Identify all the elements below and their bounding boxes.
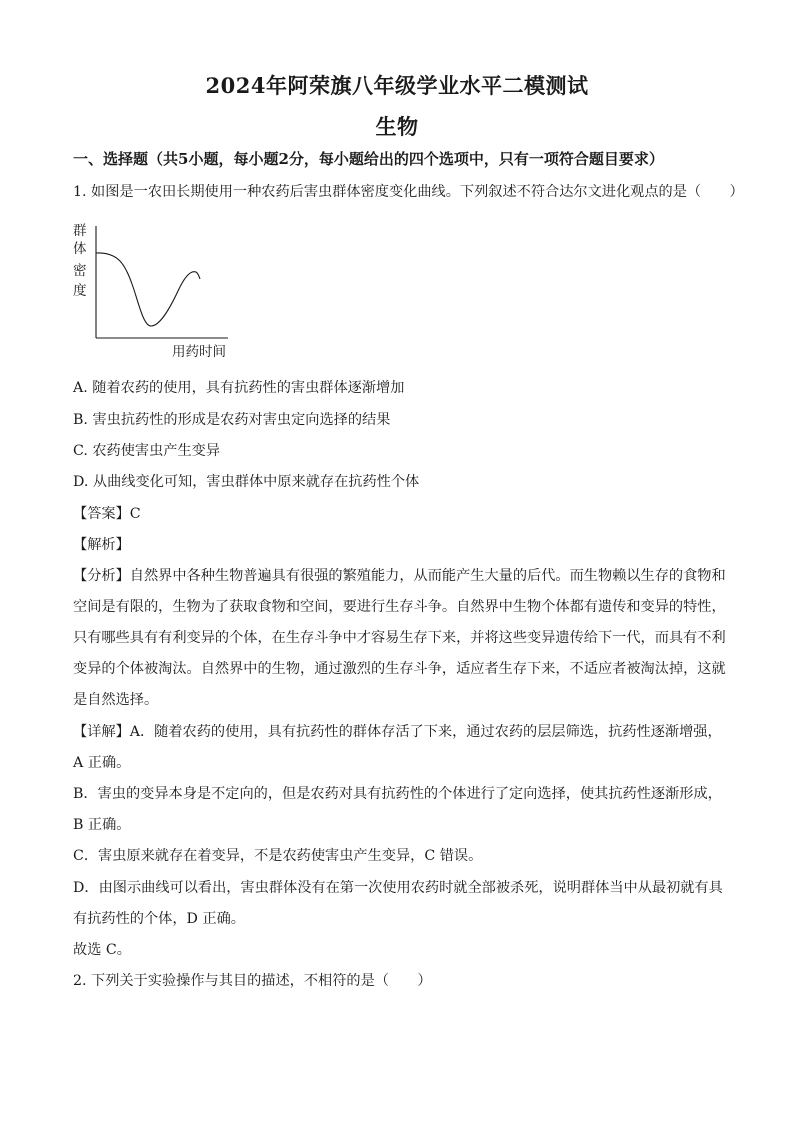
analysis-label: 【解析】	[73, 537, 130, 553]
analysis-line: 变异的个体被淘汰。自然界中的生物，通过激烈的生存斗争，适应者生存下来，不适应者被淘汰掉，这就	[73, 661, 726, 677]
subject-title: 生物	[375, 114, 419, 139]
option-d: D. 从曲线变化可知，害虫群体中原来就存在抗药性个体	[73, 474, 420, 490]
x-axis-label: 用药时间	[172, 344, 226, 360]
y-axis-label-char: 度	[73, 283, 87, 299]
section-heading: 一、选择题（共5小题，每小题2分，每小题给出的四个选项中，只有一项符合题目要求）	[73, 150, 664, 168]
analysis-line: 空间是有限的，生物为了获取食物和空间，要进行生存斗争。自然界中生物个体都有遗传和变异的特性，	[73, 599, 726, 615]
detail-line: 故选 C。	[73, 942, 131, 958]
analysis-line: 【分析】自然界中各种生物普遍具有很强的繁殖能力，从而能产生大量的后代。而生物赖以生存的食物和	[73, 568, 726, 584]
y-axis-label-char: 体	[73, 241, 87, 257]
answer-line: 【答案】C	[73, 506, 141, 522]
option-b: B. 害虫抗药性的形成是农药对害虫定向选择的结果	[73, 412, 391, 428]
detail-line: 有抗药性的个体，D 正确。	[73, 911, 245, 927]
option-a: A. 随着农药的使用，具有抗药性的害虫群体逐渐增加	[73, 380, 405, 396]
detail-line: B 正确。	[73, 817, 131, 833]
detail-line: C．害虫原来就存在着变异，不是农药使害虫产生变异，C 错误。	[73, 848, 483, 864]
option-c: C. 农药使害虫产生变异	[73, 443, 221, 459]
detail-line: D．由图示曲线可以看出，害虫群体没有在第一次使用农药时就全部被杀死，说明群体当中从最初就有具	[73, 880, 723, 896]
detail-line: 【详解】A．随着农药的使用，具有抗药性的群体存活了下来，通过农药的层层筛选，抗药性逐渐增强，	[73, 724, 722, 740]
page-title: 2024年阿荣旗八年级学业水平二模测试	[205, 73, 589, 98]
detail-line: B．害虫的变异本身是不定向的，但是农药对具有抗药性的个体进行了定向选择，使其抗药性逐渐形成，	[73, 786, 722, 802]
analysis-line: 只有哪些具有有利变异的个体，在生存斗争中才容易生存下来，并将这些变异遗传给下一代，而具有不利	[73, 630, 726, 646]
density-curve	[96, 253, 200, 326]
question-1-stem: 1. 如图是一农田长期使用一种农药后害虫群体密度变化曲线。下列叙述不符合达尔文进化观点的是（ ）	[73, 184, 744, 200]
pest-density-graph	[70, 220, 245, 370]
analysis-line: 是自然选择。	[73, 692, 159, 708]
y-axis-label-char: 密	[73, 263, 87, 279]
question-2-stem: 2. 下列关于实验操作与其目的描述，不相符的是（ ）	[73, 973, 432, 989]
y-axis-label-char: 群	[73, 223, 87, 239]
detail-line: A 正确。	[73, 755, 131, 771]
